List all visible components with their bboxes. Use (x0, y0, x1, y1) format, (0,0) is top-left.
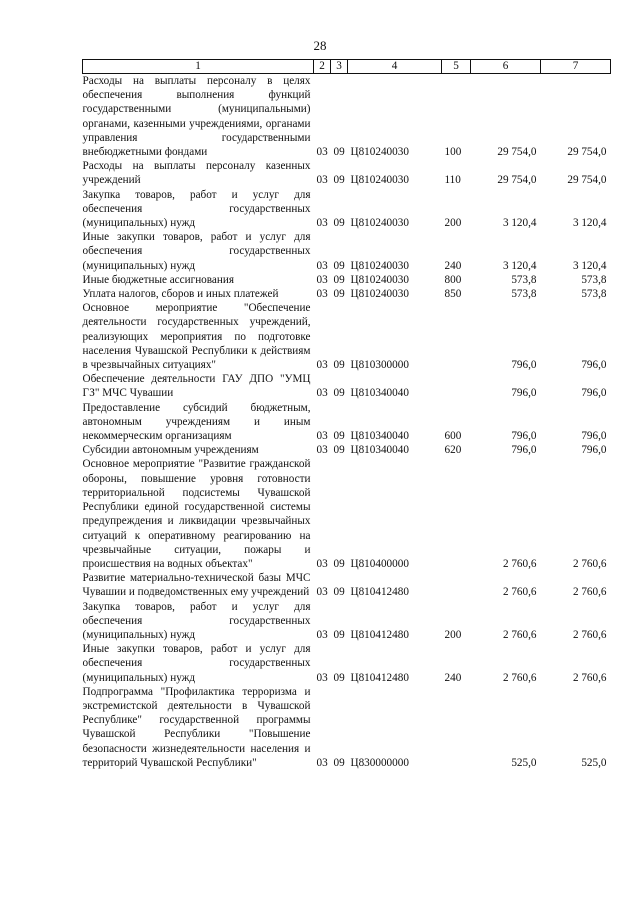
header-row (83, 60, 611, 74)
row-target-article: Ц810400000 (350, 557, 409, 570)
row-expense-type: 620 (444, 444, 462, 457)
table-row (83, 600, 611, 643)
table-row (83, 287, 611, 301)
row-amount-1: 2 760,6 (502, 586, 537, 599)
row-name: Иные закупки товаров, работ и услуг для обеспечения государственных (муниципальных) нужд (82, 231, 311, 272)
row-amount-1: 573,8 (511, 288, 537, 301)
table-row (83, 159, 611, 187)
table-row (83, 571, 611, 599)
row-section: 03 (316, 259, 328, 272)
row-target-article: Ц810340040 (350, 444, 409, 457)
row-subsection: 09 (333, 359, 345, 372)
row-target-article: Ц810340040 (350, 387, 409, 400)
row-section: 03 (316, 217, 328, 230)
row-amount-1: 3 120,4 (502, 217, 537, 230)
table-row (83, 74, 611, 160)
row-section: 03 (316, 586, 328, 599)
row-target-article: Ц810412480 (350, 628, 409, 641)
row-name: Закупка товаров, работ и услуг для обеспечения государственных (муниципальных) нужд (82, 188, 311, 230)
row-amount-2: 3 120,4 (572, 259, 607, 272)
row-subsection: 09 (333, 146, 345, 159)
row-amount-1: 2 760,6 (502, 557, 537, 570)
row-expense-type (442, 685, 471, 770)
row-target-article: Ц810240030 (350, 259, 409, 272)
row-target-article: Ц810240030 (350, 273, 409, 286)
table-row (83, 443, 611, 457)
row-section: 03 (316, 387, 328, 400)
header-col-1: 1 (83, 60, 314, 74)
row-amount-1: 2 760,6 (502, 628, 537, 641)
row-amount-1: 796,0 (511, 444, 537, 457)
row-amount-1: 3 120,4 (502, 259, 537, 272)
row-amount-1: 2 760,6 (502, 671, 537, 684)
row-target-article: Ц810240030 (350, 174, 409, 187)
row-name: Обеспечение деятельности ГАУ ДПО "УМЦ ГЗ" МЧС Чувашии (82, 373, 311, 400)
row-subsection: 09 (333, 387, 345, 400)
row-amount-2: 573,8 (581, 288, 607, 301)
row-amount-1: 796,0 (511, 359, 537, 372)
row-amount-1: 796,0 (511, 387, 537, 400)
table-row (83, 401, 611, 444)
row-target-article: Ц830000000 (350, 756, 409, 769)
row-expense-type: 240 (444, 259, 462, 272)
header-col-7: 7 (541, 60, 611, 74)
row-expense-type (442, 372, 471, 400)
row-amount-2: 796,0 (581, 444, 607, 457)
row-section: 03 (316, 273, 328, 286)
table-row (83, 273, 611, 287)
row-amount-2: 796,0 (581, 359, 607, 372)
row-name: Иные закупки товаров, работ и услуг для обеспечения государственных (муниципальных) нужд (82, 643, 311, 684)
row-target-article: Ц810240030 (350, 146, 409, 159)
row-expense-type: 850 (444, 288, 462, 301)
header-col-4: 4 (348, 60, 442, 74)
row-subsection: 09 (333, 671, 345, 684)
row-target-article: Ц810240030 (350, 217, 409, 230)
row-section: 03 (316, 444, 328, 457)
row-amount-2: 2 760,6 (572, 586, 607, 599)
row-section: 03 (316, 359, 328, 372)
row-section: 03 (316, 756, 328, 769)
table-row (83, 301, 611, 372)
row-name: Иные бюджетные ассигнования (82, 273, 234, 286)
row-section: 03 (316, 671, 328, 684)
row-name: Субсидии автономным учреждениям (82, 444, 259, 457)
row-subsection: 09 (333, 444, 345, 457)
row-name: Подпрограмма "Профилактика терроризма и экстремистской деятельности в Чувашской Республике" государственной программы Чувашской Республики "Повышение безопасности жизнедеятельности населения и территорий Чувашской Республики" (82, 685, 311, 769)
row-target-article: Ц810340040 (350, 430, 409, 443)
header-col-6: 6 (471, 60, 541, 74)
row-amount-2: 2 760,6 (572, 671, 607, 684)
row-expense-type (442, 457, 471, 571)
row-expense-type (442, 301, 471, 372)
row-amount-2: 796,0 (581, 430, 607, 443)
row-amount-1: 573,8 (511, 273, 537, 286)
row-subsection: 09 (333, 174, 345, 187)
row-subsection: 09 (333, 430, 345, 443)
row-name: Расходы на выплаты персоналу в целях обеспечения выполнения функций государственными (муниципальными) органами, казенными учреждениями, органами управления государственными внебюджетными фондами (82, 75, 311, 159)
table-body (83, 74, 611, 770)
row-subsection: 09 (333, 259, 345, 272)
table-row (83, 685, 611, 770)
table-row (83, 457, 611, 571)
row-amount-1: 525,0 (511, 756, 537, 769)
page-number: 28 (313, 38, 327, 53)
row-expense-type: 200 (444, 217, 462, 230)
row-amount-1: 29 754,0 (497, 146, 537, 159)
row-target-article: Ц810240030 (350, 288, 409, 301)
row-expense-type: 800 (444, 273, 462, 286)
header-col-3: 3 (331, 60, 348, 74)
table-row (83, 642, 611, 685)
row-subsection: 09 (333, 628, 345, 641)
row-name: Расходы на выплаты персоналу казенных учреждений (82, 160, 311, 187)
row-section: 03 (316, 557, 328, 570)
row-name: Предоставление субсидий бюджетным, автономным учреждениям и иным некоммерческим организациям (82, 401, 311, 443)
row-target-article: Ц810300000 (350, 359, 409, 372)
row-section: 03 (316, 628, 328, 641)
row-amount-2: 796,0 (581, 387, 607, 400)
row-name: Уплата налогов, сборов и иных платежей (82, 288, 279, 301)
row-name: Закупка товаров, работ и услуг для обеспечения государственных (муниципальных) нужд (82, 600, 311, 641)
row-amount-2: 525,0 (581, 756, 607, 769)
table-row (83, 188, 611, 231)
row-expense-type (442, 571, 471, 599)
row-amount-2: 573,8 (581, 273, 607, 286)
row-name: Основное мероприятие "Развитие гражданской обороны, повышение уровня готовности территориальной подсистемы Чувашской Республики единой государственной системы предупреждения и ликвидации чрезвычайных ситуаций к оперативному реагированию на чрезвычайные ситуации, пожары и происшествия на водных объектах" (82, 458, 311, 570)
row-amount-2: 2 760,6 (572, 557, 607, 570)
row-expense-type: 100 (444, 146, 462, 159)
row-amount-1: 29 754,0 (497, 174, 537, 187)
row-name: Основное мероприятие "Обеспечение деятельности государственных учреждений, реализующих мероприятия по подготовке населения Чувашской Республики к действиям в чрезвычайных ситуациях" (82, 302, 311, 372)
row-target-article: Ц810412480 (350, 671, 409, 684)
row-amount-1: 796,0 (511, 430, 537, 443)
row-subsection: 09 (333, 273, 345, 286)
row-target-article: Ц810412480 (350, 586, 409, 599)
row-amount-2: 2 760,6 (572, 628, 607, 641)
header-col-2: 2 (314, 60, 331, 74)
row-subsection: 09 (333, 756, 345, 769)
row-expense-type: 200 (444, 628, 462, 641)
row-subsection: 09 (333, 557, 345, 570)
row-subsection: 09 (333, 288, 345, 301)
header-col-5: 5 (442, 60, 471, 74)
row-subsection: 09 (333, 586, 345, 599)
row-section: 03 (316, 288, 328, 301)
row-amount-2: 29 754,0 (567, 174, 607, 187)
row-subsection: 09 (333, 217, 345, 230)
row-expense-type: 110 (444, 174, 461, 187)
table-row (83, 372, 611, 400)
row-section: 03 (316, 174, 328, 187)
row-section: 03 (316, 430, 328, 443)
row-amount-2: 29 754,0 (567, 146, 607, 159)
row-amount-2: 3 120,4 (572, 217, 607, 230)
row-name: Развитие материально-технической базы МЧС Чувашии и подведомственных ему учреждений (82, 572, 311, 599)
budget-table (82, 59, 611, 770)
row-expense-type: 240 (444, 671, 462, 684)
table-row (83, 230, 611, 273)
row-expense-type: 600 (444, 430, 462, 443)
row-section: 03 (316, 146, 328, 159)
